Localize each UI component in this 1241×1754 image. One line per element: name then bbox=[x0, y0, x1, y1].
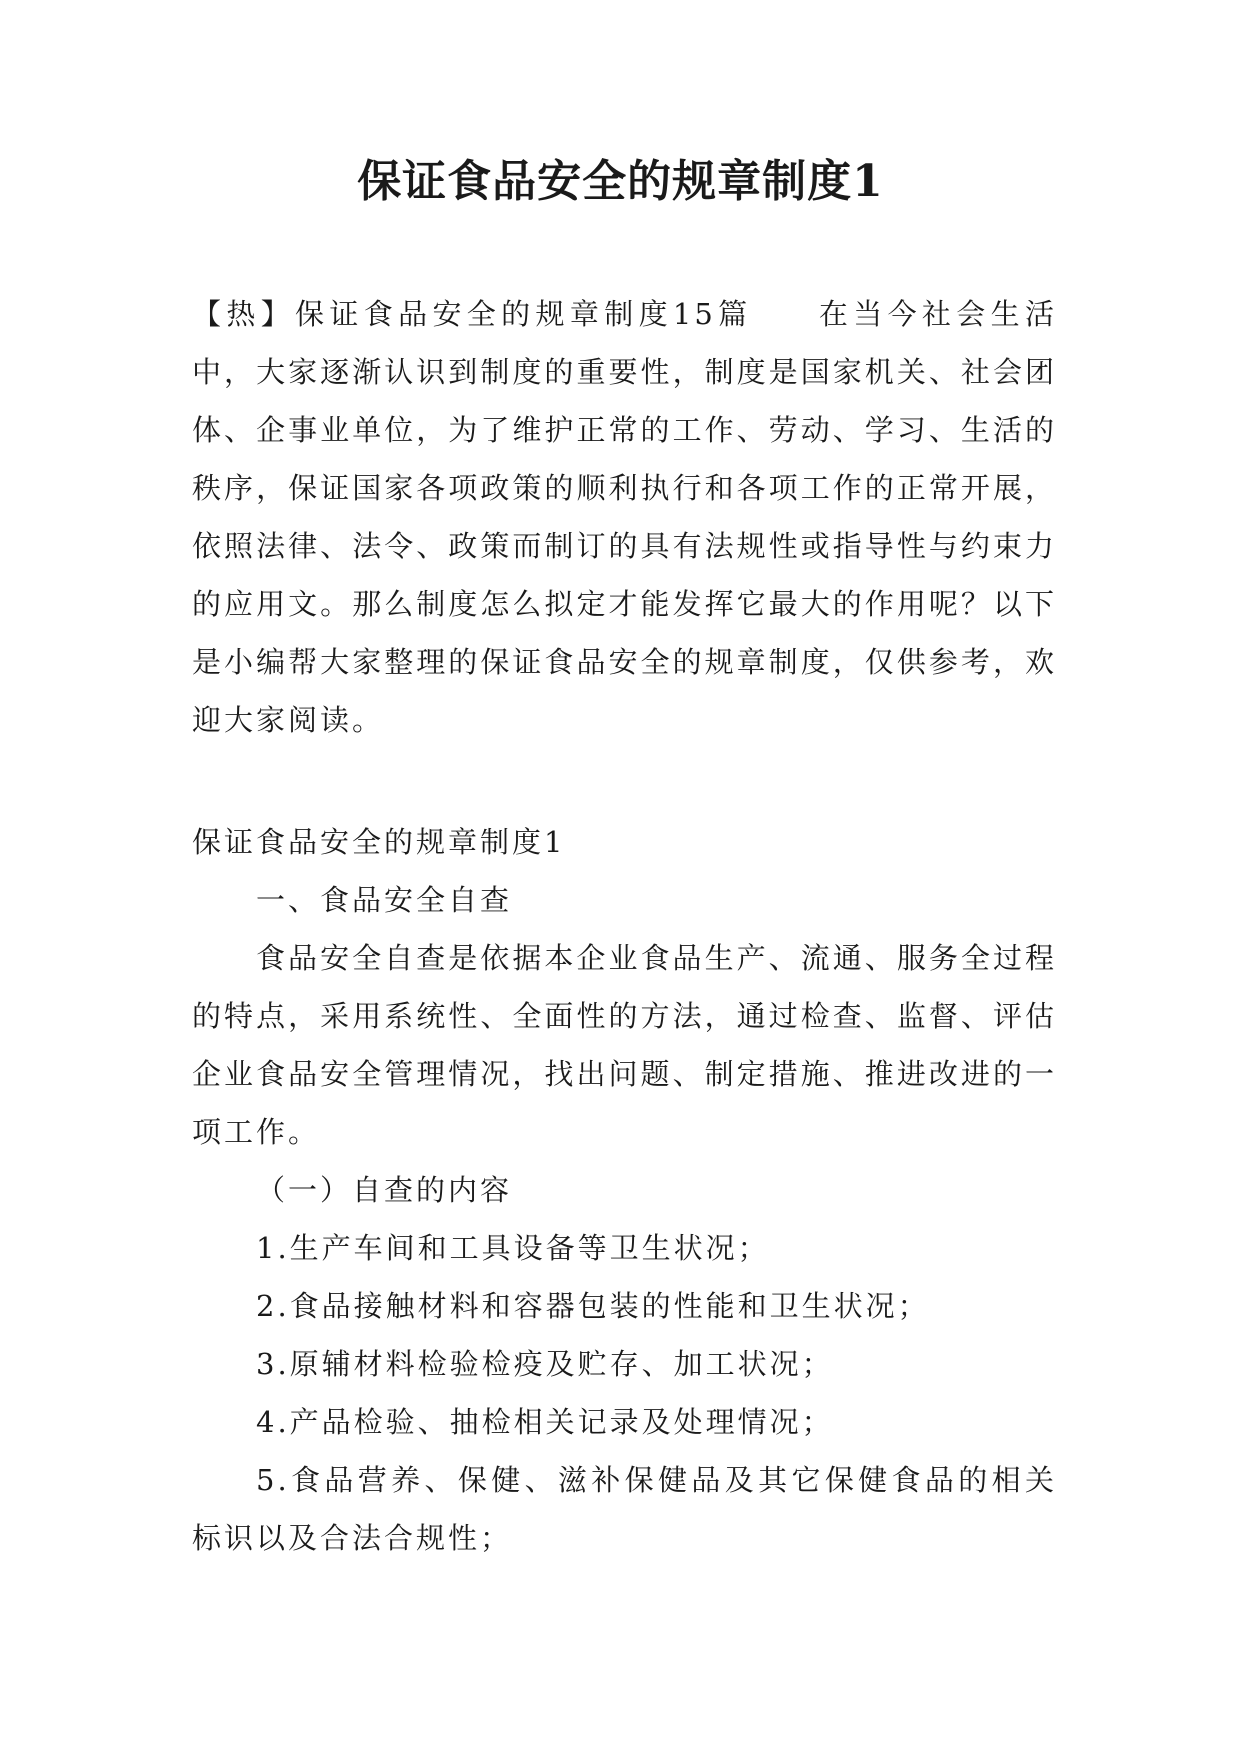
list-item: 2.食品接触材料和容器包装的性能和卫生状况； bbox=[256, 1289, 930, 1323]
subheading-self-inspection: 一、食品安全自查 bbox=[256, 883, 513, 917]
list-item: 4.产品检验、抽检相关记录及处理情况； bbox=[256, 1405, 834, 1439]
list-item: 5.食品营养、保健、滋补保健品及其它保健食品的相关标识以及合法合规性； bbox=[192, 1463, 1057, 1555]
document-title: 保证食品安全的规章制度1 bbox=[357, 156, 884, 207]
list-item: 3.原辅材料检验检疫及贮存、加工状况； bbox=[256, 1347, 834, 1381]
subheading-inspection-content: （一）自查的内容 bbox=[256, 1173, 513, 1207]
intro-lead: 【热】保证食品安全的规章制度15篇 bbox=[192, 297, 753, 331]
intro-paragraph bbox=[192, 285, 1057, 749]
self-inspection-paragraph: 食品安全自查是依据本企业食品生产、流通、服务全过程的特点，采用系统性、全面性的方法，通过检查、监督、评估企业食品安全管理情况，找出问题、制定措施、推进改进的一项工作。 bbox=[192, 941, 1057, 1149]
intro-body: 在当今社会生活中，大家逐渐认识到制度的重要性，制度是国家机关、社会团体、企事业单位，为了维护正常的工作、劳动、学习、生活的秩序，保证国家各项政策的顺利执行和各项工作的正常开展，依照法律、法令、政策而制订的具有法规性或指导性与约束力的应用文。那么制度怎么拟定才能发挥它最大的作用呢？以下是小编帮大家整理的保证食品安全的规章制度，仅供参考，欢迎大家阅读。 bbox=[192, 297, 1057, 737]
section-heading: 保证食品安全的规章制度1 bbox=[192, 825, 566, 859]
list-item: 1.生产车间和工具设备等卫生状况； bbox=[256, 1231, 770, 1265]
